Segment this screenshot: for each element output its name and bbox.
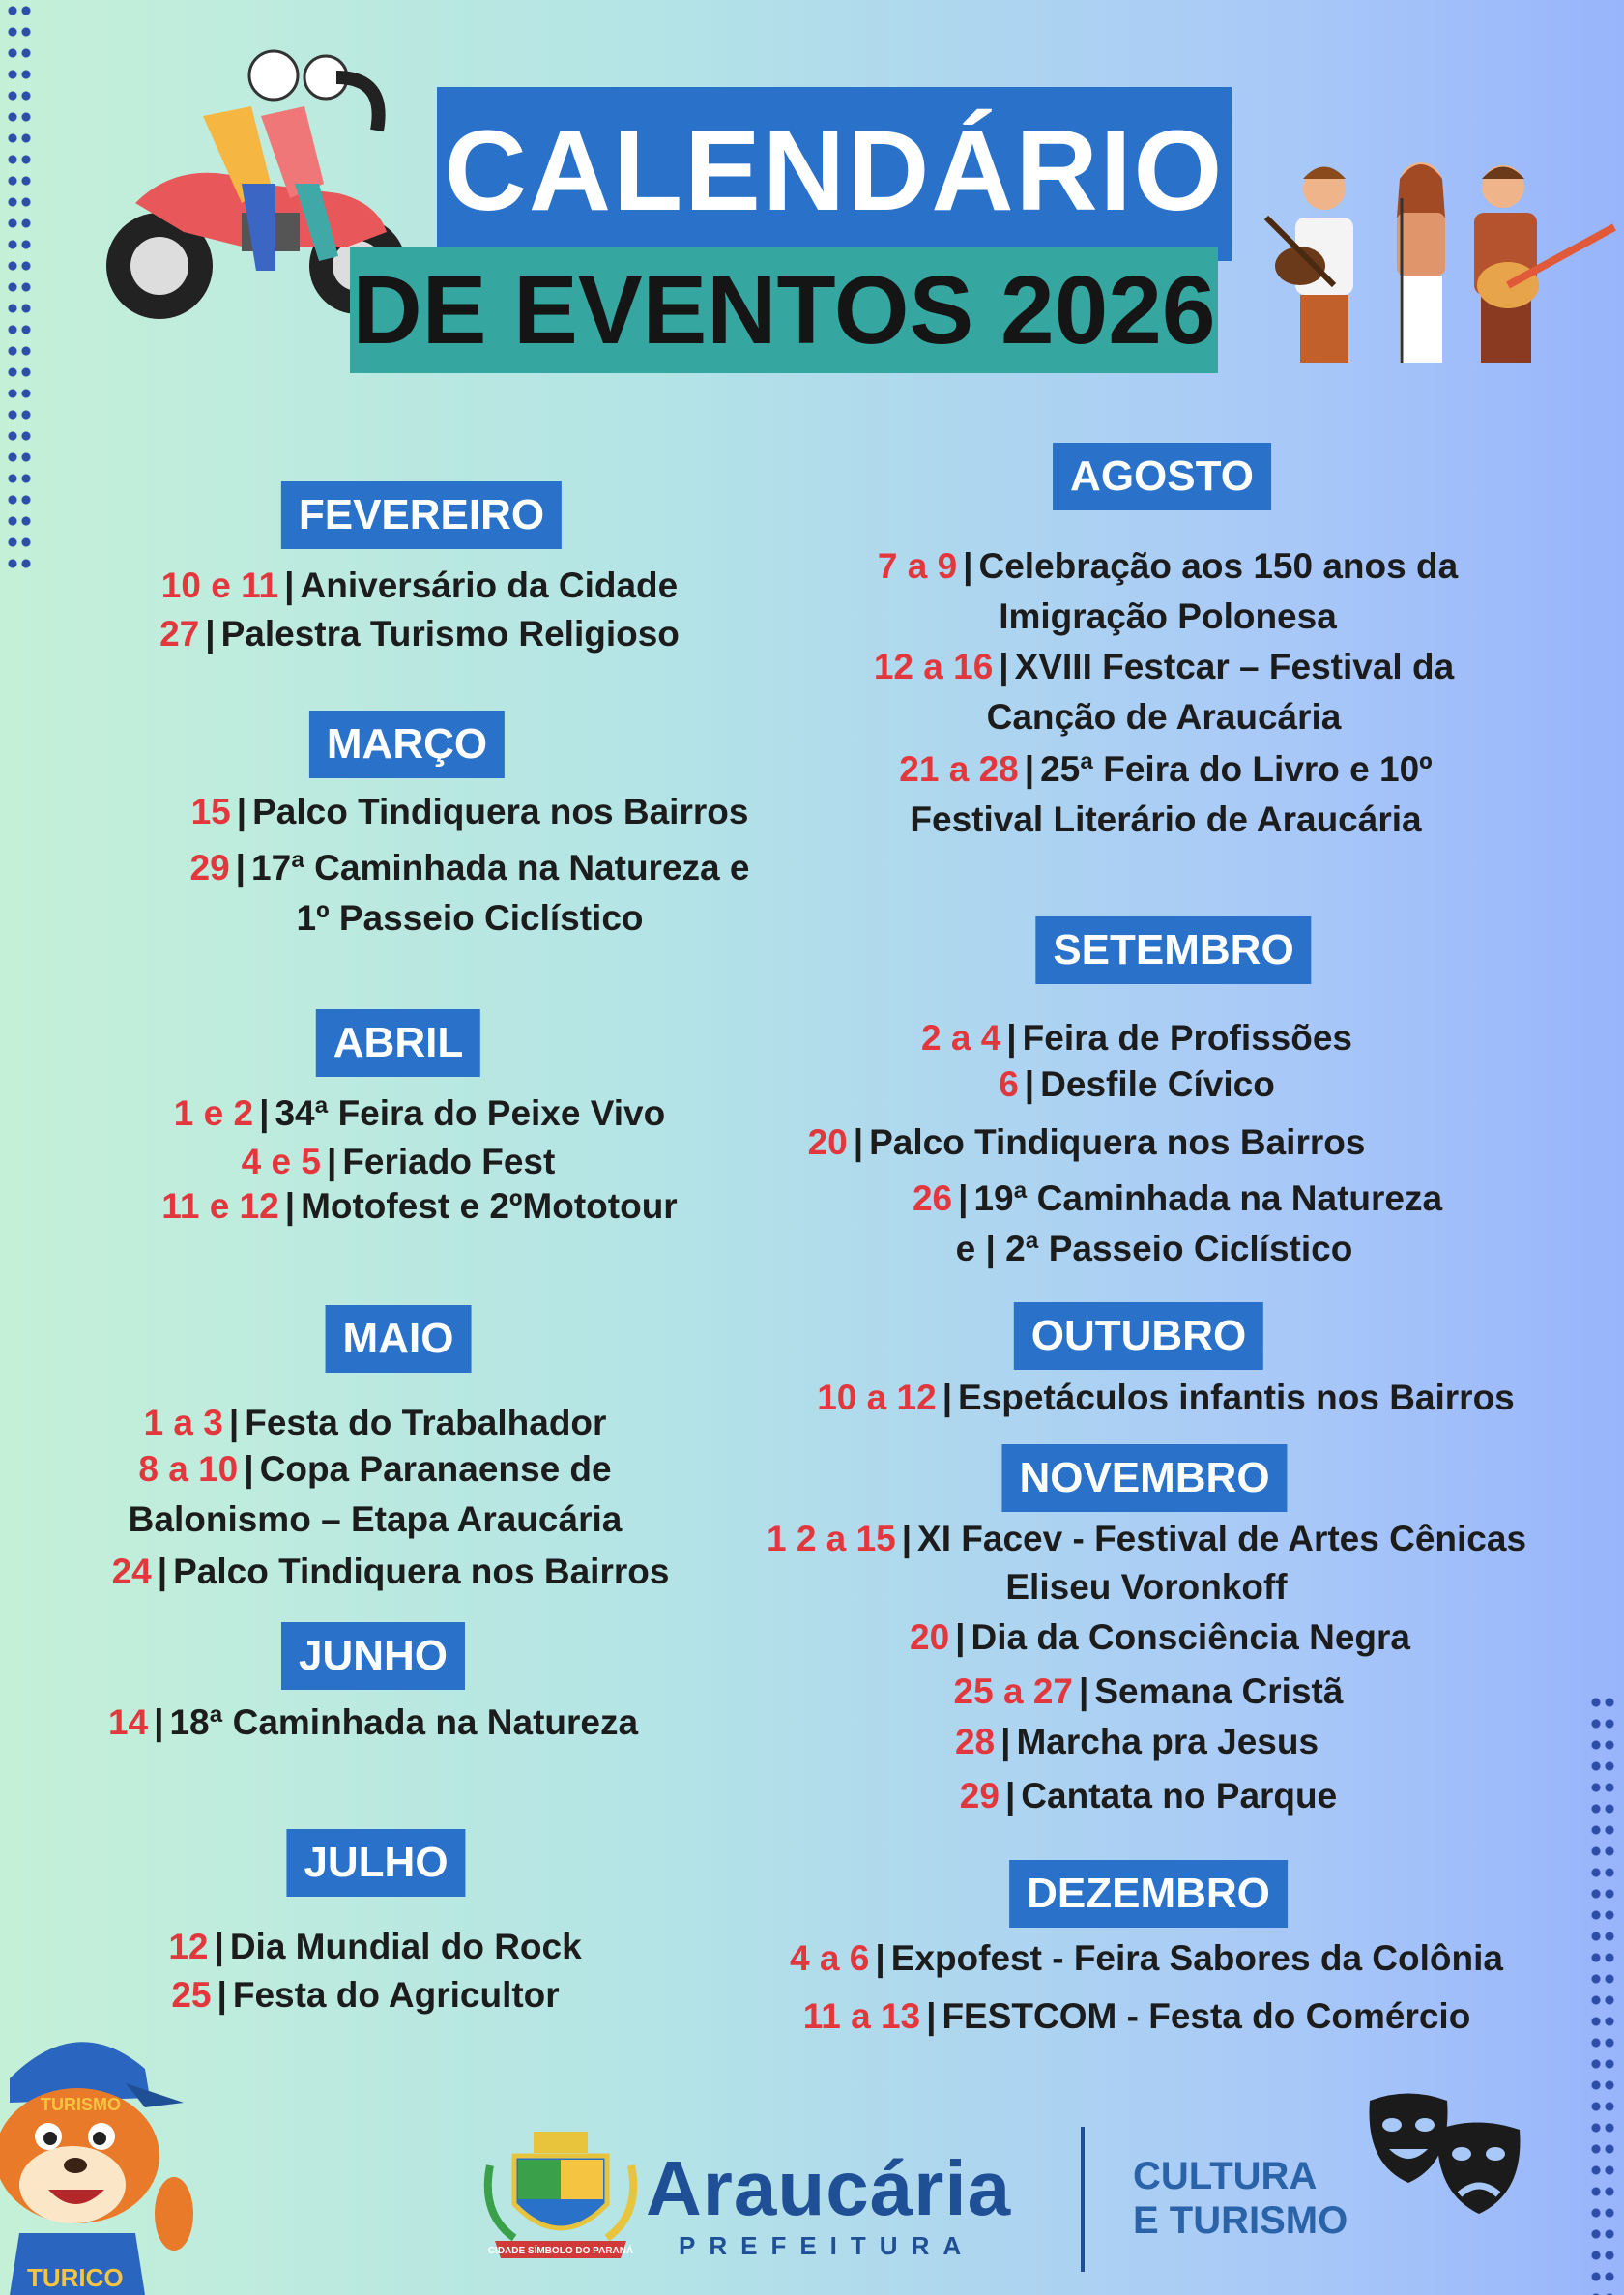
department-line-2: E TURISMO <box>1133 2199 1348 2242</box>
event-maio-1: 1 a 3 | Festa do Trabalhador <box>143 1403 607 1442</box>
city-name: Araucária <box>646 2145 1012 2231</box>
mascot-turico <box>0 2011 213 2295</box>
month-agosto: AGOSTO <box>1053 443 1271 510</box>
event-fevereiro-1: 10 e 11 | Aniversário da Cidade <box>160 566 679 605</box>
city-coat-of-arms <box>476 2127 646 2262</box>
event-maio-2: 8 a 10 | Copa Paranaense de <box>138 1449 612 1489</box>
month-marco: MARÇO <box>309 711 505 778</box>
event-julho-1: 12 | Dia Mundial do Rock <box>168 1927 582 1966</box>
footer-divider <box>1081 2127 1085 2272</box>
event-agosto-3: 21 a 28 | 25ª Feira do Livro e 10º <box>899 749 1433 789</box>
event-novembro-1-cont: Eliseu Voronkoff <box>1005 1567 1288 1607</box>
event-agosto-3-cont: Festival Literário de Araucária <box>910 799 1422 839</box>
event-novembro-2: 20 | Dia da Consciência Negra <box>910 1617 1410 1657</box>
event-novembro-1: 1 2 a 15 | XI Facev - Festival de Artes Cênicas <box>766 1519 1527 1558</box>
event-junho-1: 14 | 18ª Caminhada na Natureza <box>107 1702 639 1742</box>
title-line-2: DE EVENTOS 2026 <box>350 247 1218 373</box>
city-subtitle: PREFEITURA <box>679 2231 975 2260</box>
month-junho: JUNHO <box>281 1622 465 1690</box>
event-dezembro-2: 11 a 13 | FESTCOM - Festa do Comércio <box>802 1996 1471 2036</box>
event-agosto-2: 12 a 16 | XVIII Festcar – Festival da <box>873 647 1455 686</box>
event-abril-3: 11 e 12 | Motofest e 2ºMototour <box>161 1186 678 1226</box>
event-agosto-1: 7 a 9 | Celebração aos 150 anos da <box>877 546 1459 586</box>
month-novembro: NOVEMBRO <box>1001 1444 1287 1512</box>
event-agosto-1-cont: Imigração Polonesa <box>999 596 1337 636</box>
department-line-1: CULTURA <box>1133 2155 1318 2197</box>
month-fevereiro: FEVEREIRO <box>281 481 562 549</box>
dots-decoration-left <box>6 0 35 570</box>
event-novembro-4: 28 | Marcha pra Jesus <box>954 1722 1320 1761</box>
event-abril-2: 4 e 5 | Feriado Fest <box>241 1142 556 1181</box>
event-agosto-2-cont: Canção de Araucária <box>986 697 1342 737</box>
event-setembro-1: 2 a 4 | Feira de Profissões <box>920 1018 1353 1058</box>
event-novembro-3: 25 a 27 | Semana Cristã <box>953 1671 1344 1711</box>
month-maio: MAIO <box>326 1305 472 1373</box>
event-fevereiro-2: 27 | Palestra Turismo Religioso <box>160 614 680 654</box>
title-line-1: CALENDÁRIO <box>437 87 1232 261</box>
seal-text: CIDADE SÍMBOLO DO PARANÁ <box>487 2246 634 2256</box>
event-marco-2-cont: 1º Passeio Ciclístico <box>296 898 644 938</box>
event-novembro-5: 29 | Cantata no Parque <box>959 1776 1338 1816</box>
event-marco-2: 29 | 17ª Caminhada na Natureza e <box>189 848 750 887</box>
event-maio-3: 24 | Palco Tindiquera nos Bairros <box>111 1552 670 1591</box>
month-julho: JULHO <box>286 1829 465 1897</box>
event-setembro-3: 20 | Palco Tindiquera nos Bairros <box>807 1122 1366 1162</box>
event-marco-1: 15 | Palco Tindiquera nos Bairros <box>190 792 749 831</box>
theater-masks-icon <box>1365 2086 1529 2222</box>
musicians-band-illustration <box>1247 150 1624 367</box>
event-dezembro-1: 4 a 6 | Expofest - Feira Sabores da Colônia <box>790 1938 1503 1978</box>
month-outubro: OUTUBRO <box>1014 1302 1263 1370</box>
event-setembro-4: 26 | 19ª Caminhada na Natureza <box>912 1178 1443 1218</box>
dots-decoration-right <box>1589 1692 1618 2295</box>
mascot-cap-text: TURISMO <box>41 2095 121 2114</box>
month-dezembro: DEZEMBRO <box>1009 1860 1288 1928</box>
department-name <box>1133 2154 1348 2243</box>
event-abril-1: 1 e 2 | 34ª Feira do Peixe Vivo <box>173 1093 666 1133</box>
event-setembro-4-cont: e | 2ª Passeio Ciclístico <box>955 1229 1353 1268</box>
event-outubro-1: 10 a 12 | Espetáculos infantis nos Bairros <box>817 1378 1515 1417</box>
event-maio-2-cont: Balonismo – Etapa Araucária <box>128 1499 623 1539</box>
month-abril: ABRIL <box>316 1009 480 1077</box>
month-setembro: SETEMBRO <box>1035 916 1311 984</box>
event-setembro-2: 6 | Desfile Cívico <box>999 1064 1275 1104</box>
mascot-shirt-text: TURICO <box>27 2263 124 2292</box>
event-julho-2: 25 | Festa do Agricultor <box>171 1975 560 2015</box>
